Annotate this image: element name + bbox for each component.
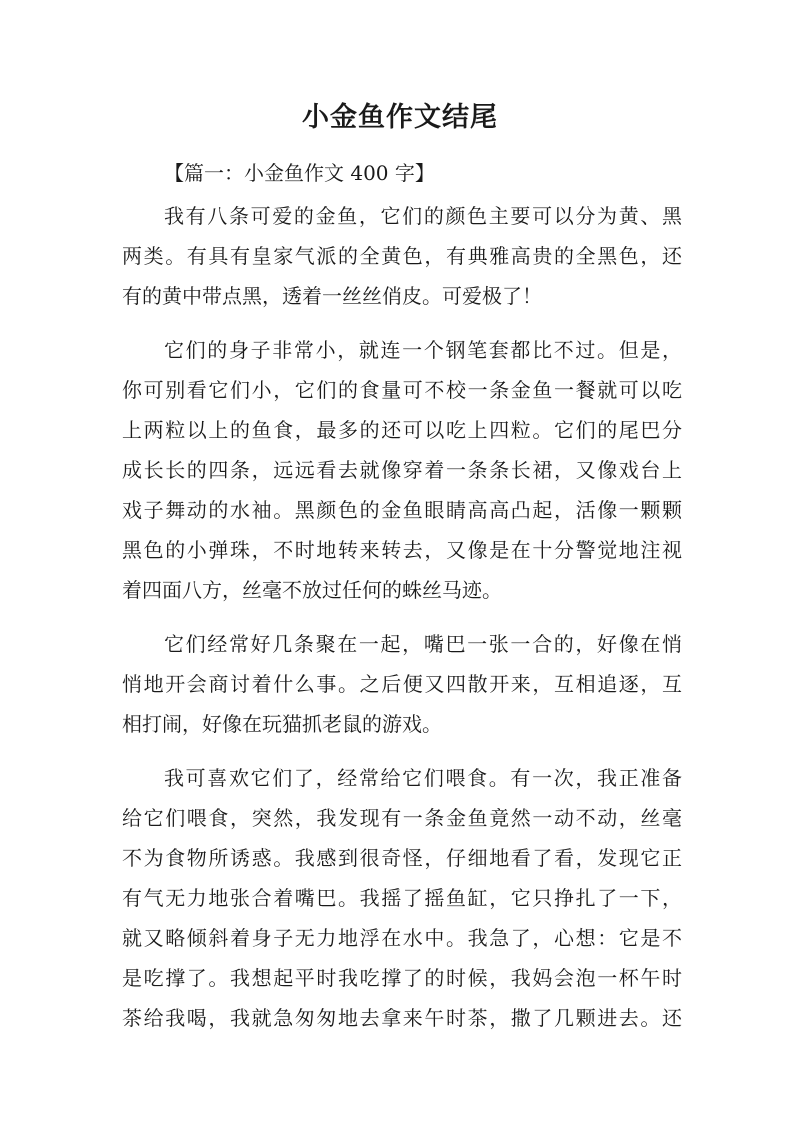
text-line: 茶给我喝，我就急匆匆地去拿来午时茶，撒了几颗进去。还 bbox=[122, 1006, 682, 1030]
paragraph-1 bbox=[122, 196, 682, 316]
text-line: 着四面八方，丝毫不放过任何的蛛丝马迹。 bbox=[122, 578, 502, 602]
text-line: 我可喜欢它们了，经常给它们喂食。有一次，我正准备 bbox=[164, 766, 682, 790]
essay-body bbox=[122, 196, 682, 1052]
paragraph-2 bbox=[122, 330, 682, 610]
text-line: 你可别看它们小，它们的食量可不校一条金鱼一餐就可以吃 bbox=[122, 378, 682, 402]
text-line: 黑色的小弹珠，不时地转来转去，又像是在十分警觉地注视 bbox=[122, 538, 682, 562]
text-line: 悄地开会商讨着什么事。之后便又四散开来，互相追逐，互 bbox=[122, 672, 682, 696]
text-line: 上两粒以上的鱼食，最多的还可以吃上四粒。它们的尾巴分 bbox=[122, 418, 682, 442]
text-line: 是吃撑了。我想起平时我吃撑了的时候，我妈会泡一杯午时 bbox=[122, 966, 682, 990]
text-line: 成长长的四条，远远看去就像穿着一条条长裙，又像戏台上 bbox=[122, 458, 682, 482]
text-line: 两类。有具有皇家气派的全黄色，有典雅高贵的全黑色，还 bbox=[122, 244, 682, 268]
text-line: 有气无力地张合着嘴巴。我摇了摇鱼缸，它只挣扎了一下， bbox=[122, 886, 682, 910]
text-line: 就又略倾斜着身子无力地浮在水中。我急了，心想：它是不 bbox=[122, 926, 682, 950]
text-line: 我有八条可爱的金鱼，它们的颜色主要可以分为黄、黑 bbox=[164, 204, 682, 228]
text-line: 它们经常好几条聚在一起，嘴巴一张一合的，好像在悄 bbox=[164, 632, 682, 656]
text-line: 不为食物所诱惑。我感到很奇怪，仔细地看了看，发现它正 bbox=[122, 846, 682, 870]
text-line: 相打闹，好像在玩猫抓老鼠的游戏。 bbox=[122, 712, 442, 736]
paragraph-4 bbox=[122, 758, 682, 1038]
text-line: 戏子舞动的水袖。黑颜色的金鱼眼睛高高凸起，活像一颗颗 bbox=[122, 498, 682, 522]
document-title: 小金鱼作文结尾 bbox=[302, 102, 498, 133]
paragraph-3 bbox=[122, 624, 682, 744]
text-line: 有的黄中带点黑，透着一丝丝俏皮。可爱极了！ bbox=[122, 284, 542, 308]
text-line: 给它们喂食，突然，我发现有一条金鱼竟然一动不动，丝毫 bbox=[122, 806, 682, 830]
section-heading: 【篇一：小金鱼作文 400 字】 bbox=[164, 161, 435, 185]
text-line: 它们的身子非常小，就连一个钢笔套都比不过。但是， bbox=[164, 338, 682, 362]
